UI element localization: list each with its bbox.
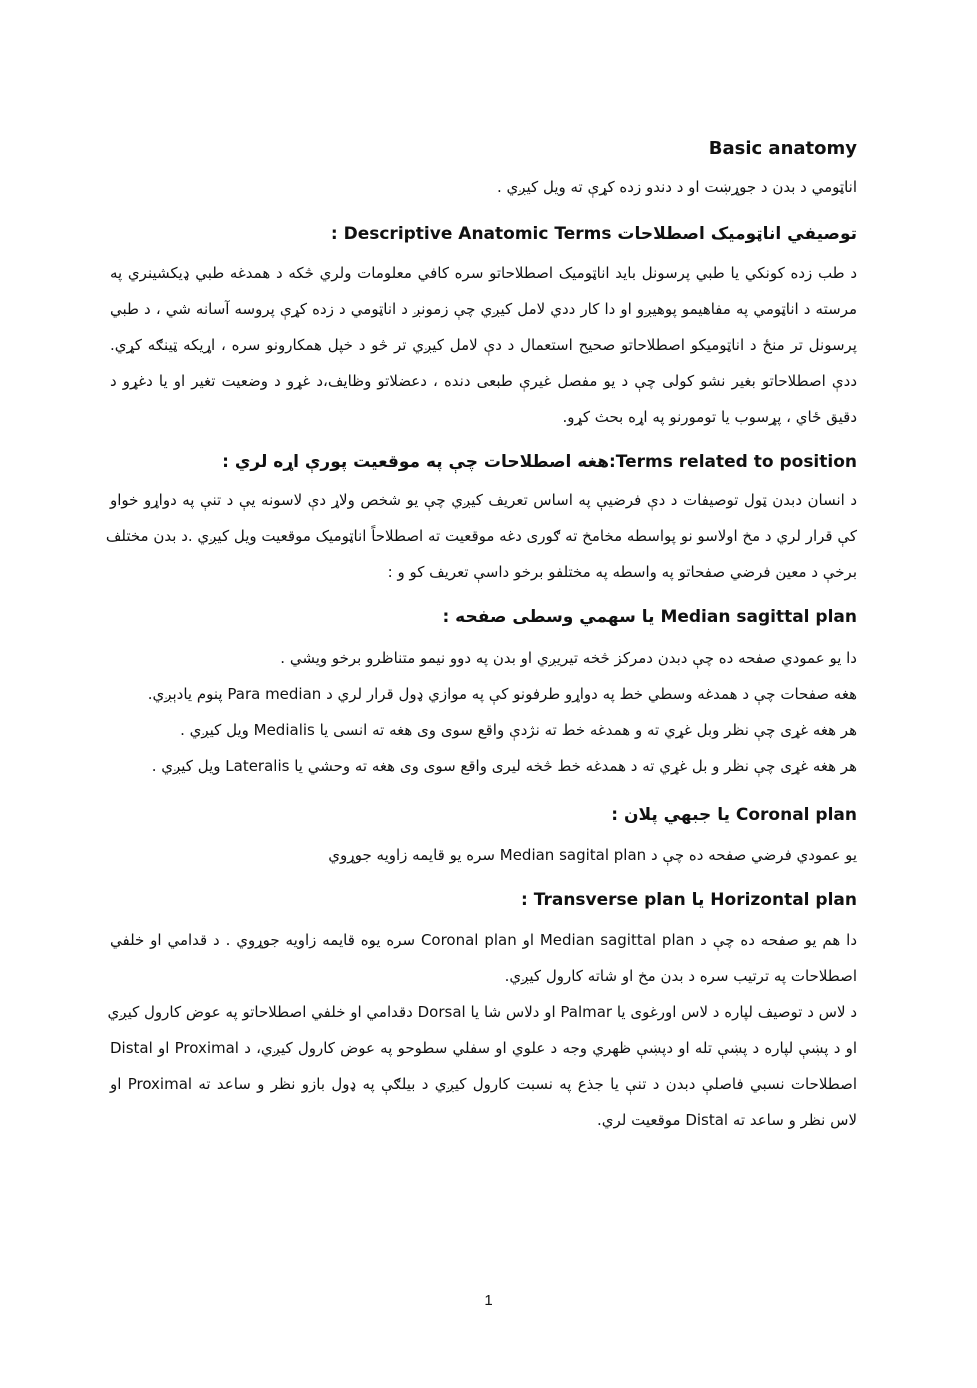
paragraph-line: هر هغه غړی چې نظر و بل غړي ته د همدغه خط څخه ليری واقع سوی وی هغه ته وحشي يا Lateralis ويل کيږي . [151,757,857,775]
paragraph-line: دا هم يو صفحه ده چې د Median sagittal plan او Coronal plan سره يوه قايمه زاويه جوړوي . د قدامي او خلفي [110,931,858,949]
section-heading-descriptive-terms: توصيفي اناټوميک اصطلاحات Descriptive Anatomic Terms : [330,224,857,244]
paragraph-line: اصطلاحات نسبي فاصلې دبدن د تنې يا جذع په نسبت کارول کيږي د بيلګې په ډول بازو نظر و ساعد ته Proximal او [110,1075,857,1093]
paragraph-line: ددې اصطلاحاتو بغير نشو کولی چې د يو مفصل غيرې طبعی دنده ، دعضلاتو وظايف،د غړو د وضعيت تغير او يا دغړو د [110,372,857,390]
paragraph-line: لاس نظر و ساعد ته Distal موقعيت لري. [596,1111,857,1129]
section-body-descriptive-terms [110,255,857,435]
section-heading-median-sagittal: Median sagittal plan يا سهمي وسطی صفحه : [442,607,857,627]
paragraph-line: او د پښې لپاره د پښې تله او دپښې ظهري وجه د علوي او سفلي سطوحو په عوض کارول کيږي، د Proximal او Distal [110,1039,857,1057]
section-body-median-sagittal [148,640,857,784]
paragraph-line: اصطلاحات په ترتيب سره د بدن مخ او شاته کارول کيږي. [504,967,857,985]
document-title: Basic anatomy [708,138,857,159]
section-heading-coronal: Coronal plan يا جبهي پلان : [611,805,857,825]
page-number: 1 [484,1292,493,1309]
paragraph-line: مرسته د اناټومي په مفاهيمو پوهيږو او دا کار ددي لامل کيږي چې زمونږ د اناټومي د زده کړې پروسه آسانه شي ، د طبي [110,300,857,318]
section-body-coronal [328,837,857,873]
paragraph-line: د طب زده کونکي يا طبي پرسونل بايد اناټوميک اصطلاحاتو سره کافي معلومات ولري څکه د همدغه طبي ډيکشينري په [110,264,857,282]
section-heading-horizontal: Horizontal plan يا Transverse plan : [521,890,857,910]
paragraph-line: د لاس د توصيف لپاره د لاس اورغوی يا Palmar او دلاس شا يا Dorsal دقدامي او خلفي اصطلاحاتو په عوض کارول کيږي [107,1003,857,1021]
paragraph-line: پرسونل تر منځ د اناټوميکو اصطلاحاتو صحيح استعمال د دې لامل کيږي تر څو د خپل همکارونو سره ، اړيکه ټينګه کړي. [110,336,857,354]
paragraph-line: برخې د معين فرضي صفحاتو په واسطه په مختلفو برخو داسې تعريف کو و : [387,563,857,581]
paragraph-line: هر هغه غړی چې نظر وبل غړي ته و همدغه خط ته نژدې واقع سوی وی هغه ته انسی يا Medialis ويل کيږي . [180,721,857,739]
paragraph-line: دقيق ځاي ، پړسوب يا تومورنو په اړه بحث کړو. [562,408,857,426]
paragraph-line: يو عمودي فرضي صفحه ده چې د Median sagital plan سره يو قايمه زاويه جوړوي [328,846,857,864]
section-body-terms-position [105,482,857,590]
section-heading-terms-position: Terms related to position:هغه اصطلاحات چې په موقعيت پورې اړه لري : [222,452,857,472]
paragraph-line: دا يو عمودي صفحه ده چې دبدن دمرکز څخه تيريږي او بدن په دوو نيمو متناظرو برخو ويشي . [280,649,857,667]
intro-line: اناټومي د بدن د جوړښت او د دندو زده کړې ته ويل کيږي . [496,178,857,196]
paragraph-line: کې قرار لري د مخ اولاسو نو پواسطه مخامخ ته ګوری دغه موقعيت ته اصطلاحاً اناټوميک موقعيت ويل کيږي .د بدن مختلف [105,527,857,545]
paragraph-line: د انسان دبدن ټول توصيفات د دې فرضيې په اساس تعريف کيږي چې يو شخص ولاړ دې لاسونه يې د تنې په دواړو خواو [110,491,857,509]
paragraph-line: هغه صفحات چې د همدغه وسطي خط په دواړو طرفونو کې په موازي ډول قرار لري د Para median پنوم يادېږي. [147,685,857,703]
section-body-horizontal [107,922,858,1138]
